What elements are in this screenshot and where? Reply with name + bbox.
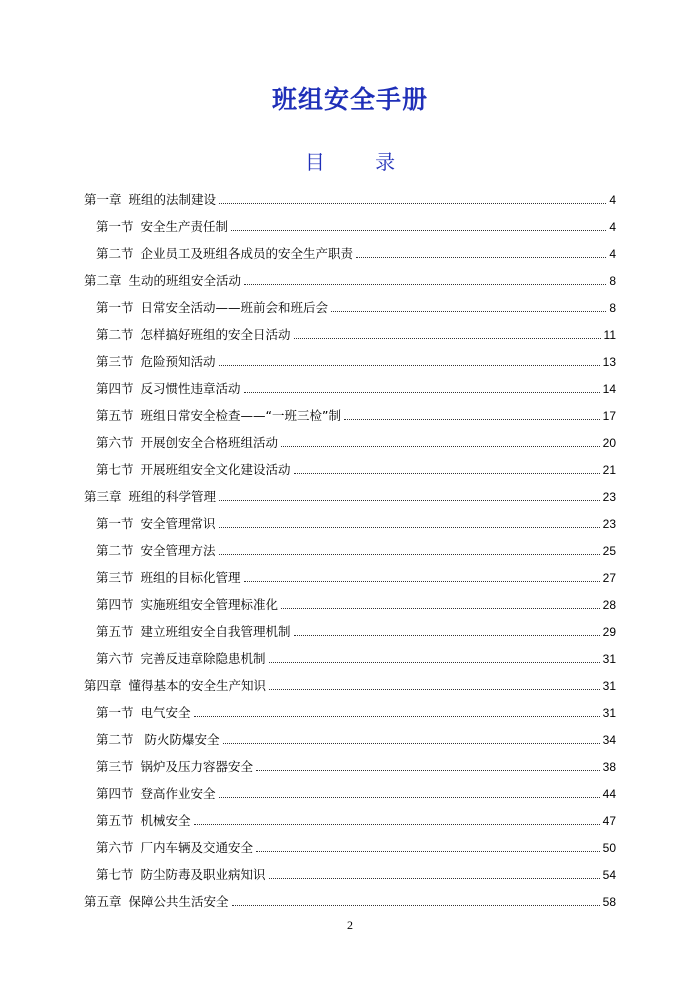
toc-dot-leader	[219, 365, 600, 366]
toc-entry-title	[84, 193, 216, 207]
toc-entry-title	[96, 814, 191, 828]
toc-entry-title	[96, 517, 216, 531]
toc-page-number: 21	[602, 463, 616, 477]
toc-dot-leader	[219, 554, 600, 555]
toc-entry-text: 锅炉及压力容器安全	[140, 759, 254, 774]
toc-entry-title	[96, 760, 253, 774]
toc-page-number: 38	[602, 760, 616, 774]
toc-dot-leader	[244, 392, 600, 393]
toc-dot-leader	[256, 770, 600, 771]
toc-entry-text: 班组的科学管理	[128, 489, 217, 504]
toc-entry-label: 第三章	[84, 489, 122, 504]
toc-page-number: 50	[602, 841, 616, 855]
toc-dot-leader	[281, 608, 600, 609]
toc-section-entry[interactable]	[84, 396, 616, 423]
toc-entry-text: 保障公共生活安全	[128, 894, 229, 909]
toc-section-entry[interactable]	[84, 639, 616, 666]
toc-entry-label: 第六节	[96, 435, 134, 450]
toc-page-number: 31	[602, 652, 616, 666]
toc-entry-title	[84, 895, 229, 909]
toc-entry-text: 开展创安全合格班组活动	[140, 435, 279, 450]
toc-entry-text: 安全管理常识	[140, 516, 216, 531]
toc-section-entry[interactable]	[84, 342, 616, 369]
toc-page-number: 29	[602, 625, 616, 639]
toc-entry-title	[96, 220, 228, 234]
toc-entry-text: 安全生产责任制	[140, 219, 229, 234]
toc-dot-leader	[269, 662, 600, 663]
toc-page-number: 4	[609, 220, 616, 234]
toc-entry-title	[96, 463, 291, 477]
toc-page-number: 23	[602, 490, 616, 504]
toc-page-number: 17	[602, 409, 616, 423]
toc-entry-title	[96, 706, 191, 720]
toc-section-entry[interactable]	[84, 234, 616, 261]
toc-entry-text: 懂得基本的安全生产知识	[128, 678, 267, 693]
toc-entry-label: 第五节	[96, 624, 134, 639]
toc-section-entry[interactable]	[84, 585, 616, 612]
toc-section-entry[interactable]	[84, 558, 616, 585]
toc-entry-title	[96, 382, 241, 396]
toc-section-entry[interactable]	[84, 315, 616, 342]
toc-dot-leader	[281, 446, 600, 447]
toc-section-entry[interactable]	[84, 207, 616, 234]
toc-dot-leader	[232, 905, 600, 906]
toc-entry-title	[96, 328, 291, 342]
toc-section-entry[interactable]	[84, 504, 616, 531]
toc-entry-label: 第四章	[84, 678, 122, 693]
toc-entry-title	[96, 544, 216, 558]
toc-page-number: 28	[602, 598, 616, 612]
toc-page-number: 11	[603, 328, 616, 342]
toc-chapter-entry[interactable]	[84, 261, 616, 288]
toc-chapter-entry[interactable]	[84, 666, 616, 693]
page-number: 2	[347, 918, 353, 932]
toc-page-number: 44	[602, 787, 616, 801]
toc-entry-text: 生动的班组安全活动	[128, 273, 242, 288]
toc-entry-text: 防火防爆安全	[140, 732, 220, 747]
toc-entry-title	[96, 301, 328, 315]
toc-page-number: 23	[602, 517, 616, 531]
toc-page-number: 4	[609, 193, 616, 207]
toc-section-entry[interactable]	[84, 747, 616, 774]
toc-entry-label: 第一节	[96, 219, 134, 234]
toc-entry-title	[96, 625, 291, 639]
toc-page-number: 31	[602, 679, 616, 693]
toc-dot-leader	[244, 581, 600, 582]
toc-page-number: 27	[602, 571, 616, 585]
toc-entry-text: 厂内车辆及交通安全	[140, 840, 254, 855]
toc-section-entry[interactable]	[84, 423, 616, 450]
toc-page-number: 58	[602, 895, 616, 909]
toc-entry-title	[96, 436, 278, 450]
toc-page-number: 34	[602, 733, 616, 747]
toc-page-number: 54	[602, 868, 616, 882]
toc-page-number: 13	[602, 355, 616, 369]
toc-entry-title	[96, 841, 253, 855]
toc-entry-text: 登高作业安全	[140, 786, 216, 801]
toc-section-entry[interactable]	[84, 612, 616, 639]
toc-entry-text: 反习惯性违章活动	[140, 381, 241, 396]
toc-entry-title	[96, 787, 216, 801]
toc-page-number: 25	[602, 544, 616, 558]
toc-page-number: 8	[609, 301, 616, 315]
toc-entry-label: 第四节	[96, 786, 134, 801]
toc-page-number: 4	[609, 247, 616, 261]
toc-entry-text: 实施班组安全管理标准化	[140, 597, 279, 612]
toc-entry-label: 第一节	[96, 516, 134, 531]
toc-page-number: 8	[609, 274, 616, 288]
toc-dot-leader	[256, 851, 600, 852]
toc-entry-text: 安全管理方法	[140, 543, 216, 558]
toc-entry-label: 第五节	[96, 408, 134, 423]
toc-entry-title	[96, 733, 220, 747]
toc-section-entry[interactable]	[84, 450, 616, 477]
toc-entry-text: 机械安全	[140, 813, 191, 828]
toc-entry-title	[96, 868, 266, 882]
toc-section-entry[interactable]	[84, 288, 616, 315]
toc-entry-title	[96, 247, 353, 261]
toc-section-entry[interactable]	[84, 369, 616, 396]
toc-entry-label: 第二章	[84, 273, 122, 288]
toc-chapter-entry[interactable]	[84, 882, 616, 909]
toc-dot-leader	[294, 338, 601, 339]
toc-entry-label: 第二节	[96, 246, 134, 261]
toc-entry-text: 班组的目标化管理	[140, 570, 241, 585]
table-of-contents	[84, 180, 616, 909]
toc-entry-label: 第七节	[96, 867, 134, 882]
toc-entry-label: 第三节	[96, 759, 134, 774]
toc-dot-leader	[219, 797, 600, 798]
toc-entry-label: 第三节	[96, 354, 134, 369]
toc-entry-label: 第一章	[84, 192, 122, 207]
toc-entry-label: 第六节	[96, 651, 134, 666]
toc-page-number: 14	[602, 382, 616, 396]
toc-entry-text: 企业员工及班组各成员的安全生产职责	[140, 246, 354, 261]
toc-dot-leader	[344, 419, 600, 420]
toc-dot-leader	[219, 203, 606, 204]
toc-section-entry[interactable]	[84, 693, 616, 720]
toc-entry-text: 日常安全活动——班前会和班后会	[140, 300, 329, 315]
toc-entry-label: 第一节	[96, 300, 134, 315]
toc-entry-label: 第一节	[96, 705, 134, 720]
toc-page-number: 31	[602, 706, 616, 720]
toc-dot-leader	[194, 716, 600, 717]
toc-dot-leader	[269, 878, 600, 879]
toc-entry-text: 怎样搞好班组的安全日活动	[140, 327, 291, 342]
toc-entry-label: 第五章	[84, 894, 122, 909]
toc-entry-label: 第四节	[96, 381, 134, 396]
toc-dot-leader	[194, 824, 600, 825]
document-title: 班组安全手册	[271, 85, 428, 114]
toc-entry-title	[84, 274, 241, 288]
toc-entry-label: 第二节	[96, 327, 134, 342]
toc-dot-leader	[231, 230, 606, 231]
toc-dot-leader	[223, 743, 600, 744]
toc-entry-title	[84, 679, 266, 693]
toc-entry-text: 班组日常安全检查——“一班三检”制	[140, 408, 341, 423]
toc-entry-title	[96, 652, 266, 666]
toc-section-entry[interactable]	[84, 720, 616, 747]
toc-dot-leader	[244, 284, 606, 285]
toc-entry-title	[96, 571, 241, 585]
toc-entry-label: 第四节	[96, 597, 134, 612]
toc-chapter-entry[interactable]	[84, 180, 616, 207]
toc-entry-title	[96, 409, 341, 423]
toc-entry-label: 第七节	[96, 462, 134, 477]
toc-entry-title	[96, 598, 278, 612]
toc-dot-leader	[294, 473, 600, 474]
toc-page-number: 47	[602, 814, 616, 828]
toc-entry-text: 完善反违章除隐患机制	[140, 651, 266, 666]
toc-heading: 目 录	[304, 150, 418, 174]
toc-entry-label: 第六节	[96, 840, 134, 855]
toc-entry-text: 班组的法制建设	[128, 192, 217, 207]
toc-dot-leader	[269, 689, 600, 690]
toc-page-number: 20	[602, 436, 616, 450]
toc-dot-leader	[294, 635, 600, 636]
toc-dot-leader	[219, 500, 600, 501]
toc-section-entry[interactable]	[84, 828, 616, 855]
toc-dot-leader	[219, 527, 600, 528]
toc-entry-text: 防尘防毒及职业病知识	[140, 867, 266, 882]
toc-section-entry[interactable]	[84, 855, 616, 882]
toc-entry-text: 危险预知活动	[140, 354, 216, 369]
toc-entry-text: 电气安全	[140, 705, 191, 720]
toc-entry-label: 第二节	[96, 543, 134, 558]
toc-dot-leader	[331, 311, 606, 312]
toc-section-entry[interactable]	[84, 774, 616, 801]
toc-chapter-entry[interactable]	[84, 477, 616, 504]
toc-section-entry[interactable]	[84, 801, 616, 828]
toc-section-entry[interactable]	[84, 531, 616, 558]
toc-entry-label: 第二节	[96, 732, 134, 747]
toc-entry-text: 开展班组安全文化建设活动	[140, 462, 291, 477]
toc-entry-label: 第三节	[96, 570, 134, 585]
toc-entry-title	[84, 490, 216, 504]
toc-entry-title	[96, 355, 216, 369]
toc-entry-label: 第五节	[96, 813, 134, 828]
toc-entry-text: 建立班组安全自我管理机制	[140, 624, 291, 639]
toc-dot-leader	[356, 257, 606, 258]
